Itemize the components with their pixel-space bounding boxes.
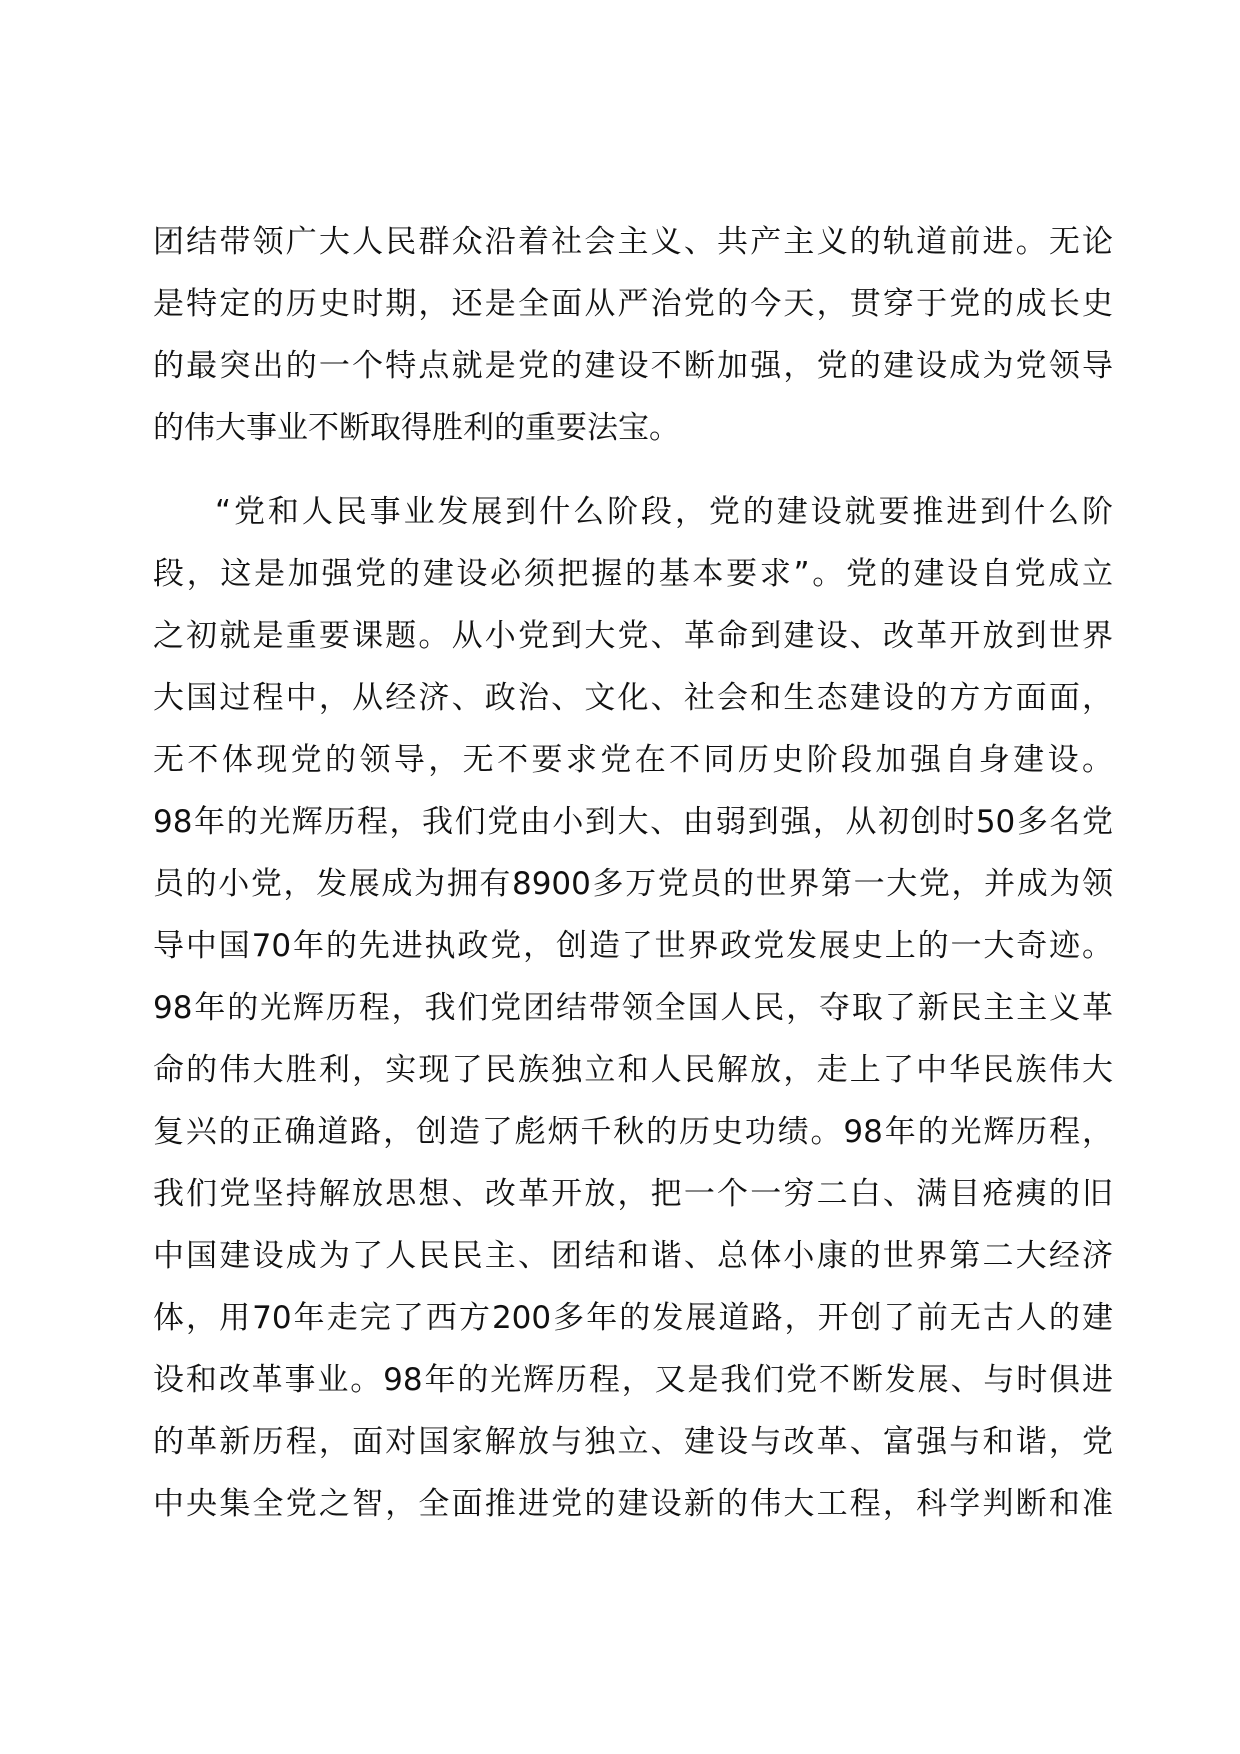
paragraph-line: 之初就是重要课题。从小党到大党、革命到建设、改革开放到世界 (153, 618, 1113, 654)
paragraph-line: 团结带领广大人民群众沿着社会主义、共产主义的轨道前进。无论 (153, 224, 1113, 260)
paragraph-line: 98年的光辉历程，我们党团结带领全国人民，夺取了新民主主义革 (153, 990, 1113, 1026)
paragraph-line: 体，用70年走完了西方200多年的发展道路，开创了前无古人的建 (153, 1300, 1113, 1336)
paragraph-line: 中国建设成为了人民民主、团结和谐、总体小康的世界第二大经济 (153, 1238, 1113, 1274)
paragraph-line: 中央集全党之智，全面推进党的建设新的伟大工程，科学判断和准 (153, 1486, 1113, 1522)
paragraph-line: 是特定的历史时期，还是全面从严治党的今天，贯穿于党的成长史 (153, 286, 1113, 322)
paragraph-line: 的最突出的一个特点就是党的建设不断加强，党的建设成为党领导 (153, 348, 1113, 384)
paragraph-line: 复兴的正确道路，创造了彪炳千秋的历史功绩。98年的光辉历程， (153, 1114, 1113, 1150)
paragraph-2 (153, 481, 1113, 1535)
paragraph-line: 设和改革事业。98年的光辉历程，又是我们党不断发展、与时俱进 (153, 1362, 1113, 1398)
paragraph-line: 我们党坚持解放思想、改革开放，把一个一穷二白、满目疮痍的旧 (153, 1176, 1113, 1212)
paragraph-line: 大国过程中，从经济、政治、文化、社会和生态建设的方方面面， (153, 680, 1113, 716)
paragraph-line: 的革新历程，面对国家解放与独立、建设与改革、富强与和谐，党 (153, 1424, 1113, 1460)
paragraph-line: “党和人民事业发展到什么阶段，党的建设就要推进到什么阶 (215, 494, 1113, 530)
paragraph-line: 98年的光辉历程，我们党由小到大、由弱到强，从初创时50多名党 (153, 804, 1113, 840)
paragraph-line: 的伟大事业不断取得胜利的重要法宝。 (153, 410, 680, 446)
paragraph-1 (153, 211, 1113, 459)
paragraph-line: 员的小党，发展成为拥有8900多万党员的世界第一大党，并成为领 (153, 866, 1113, 902)
paragraph-line: 无不体现党的领导，无不要求党在不同历史阶段加强自身建设。 (153, 742, 1113, 778)
paragraph-line: 导中国70年的先进执政党，创造了世界政党发展史上的一大奇迹。 (153, 928, 1113, 964)
paragraph-line: 段，这是加强党的建设必须把握的基本要求”。党的建设自党成立 (153, 556, 1113, 592)
paragraph-line: 命的伟大胜利，实现了民族独立和人民解放，走上了中华民族伟大 (153, 1052, 1113, 1088)
